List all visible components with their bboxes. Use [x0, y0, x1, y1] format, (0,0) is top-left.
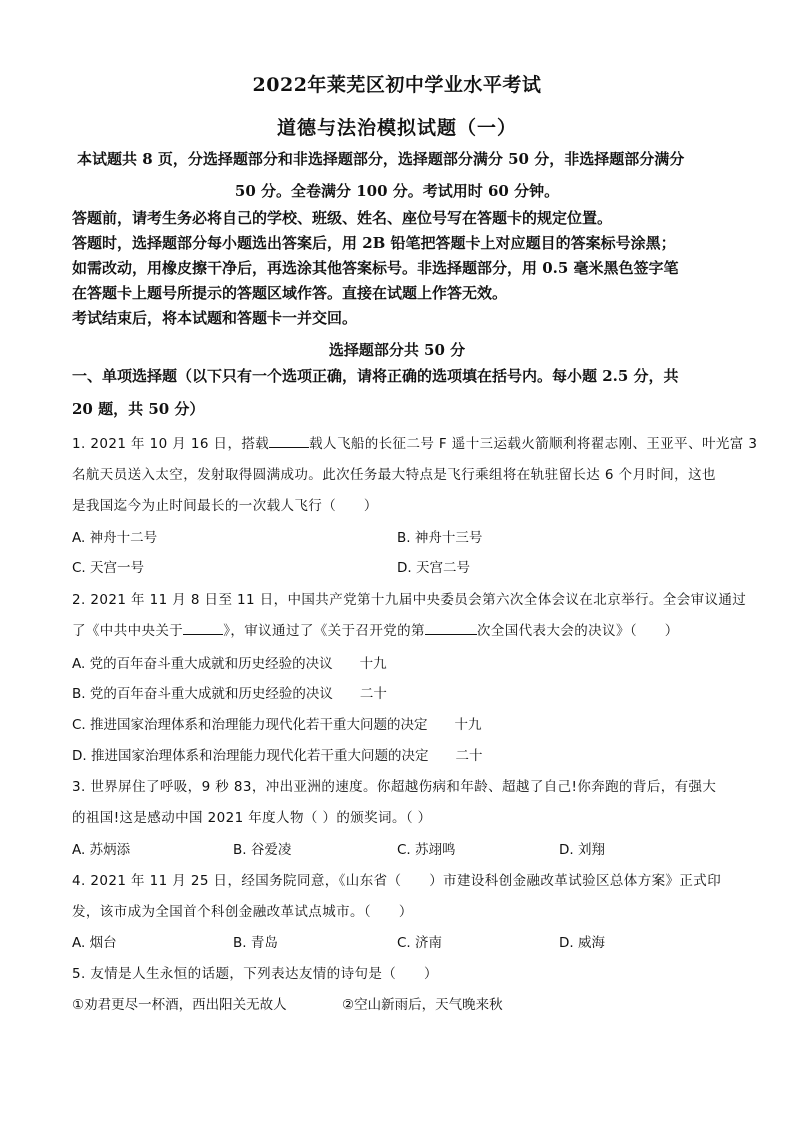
statement-2: ②空山新雨后，天气晚来秋	[342, 997, 503, 1013]
question-2-text: 了《中共中央关于	[72, 623, 184, 639]
option-b: B. 党的百年奋斗重大成就和历史经验的决议 二十	[72, 686, 387, 702]
option-a: A. 苏炳添	[72, 842, 131, 858]
instruction-line: 答题前，请考生务必将自己的学校、班级、姓名、座位号写在答题卡的规定位置。	[72, 209, 613, 227]
instruction-line: 在答题卡上题号所提示的答题区域作答。直接在试题上作答无效。	[72, 284, 508, 302]
question-1-text: 1. 2021 年 10 月 16 日，搭载	[72, 436, 270, 452]
question-4-line: 4. 2021 年 11 月 25 日，经国务院同意，《山东省（ ）市建设科创金融改革试验区总体方案》正式印	[72, 873, 722, 889]
question-2-text: 次全国代表大会的决议》（ ）	[476, 623, 679, 639]
question-1-line: 是我国迄今为止时间最长的一次载人飞行（ ）	[72, 498, 378, 514]
question-2-line	[72, 619, 679, 639]
option-c: C. 天宫一号	[72, 560, 145, 576]
question-1-line	[72, 432, 757, 452]
question-3-line: 3. 世界屏住了呼吸，9 秒 83，冲出亚洲的速度。你超越伤病和年龄、超越了自己!你奔跑的背后，有强大	[72, 779, 717, 795]
instruction-line: 50 分。全卷满分 100 分。考试用时 60 分钟。	[234, 182, 560, 200]
option-c: C. 推进国家治理体系和治理能力现代化若干重大问题的决定 十九	[72, 717, 482, 733]
part-heading: 一、单项选择题（以下只有一个选项正确，请将正确的选项填在括号内。每小题 2.5 分，共	[72, 367, 679, 385]
option-d: D. 威海	[559, 935, 605, 951]
option-b: B. 神舟十三号	[397, 530, 483, 546]
instruction-line: 答题时，选择题部分每小题选出答案后，用 2B 铅笔把答题卡上对应题目的答案标号涂黑；	[72, 234, 676, 252]
section-title: 选择题部分共 50 分	[328, 341, 466, 359]
exam-title: 2022年莱芜区初中学业水平考试	[252, 74, 542, 96]
statement-1: ①劝君更尽一杯酒，西出阳关无故人	[72, 997, 287, 1013]
option-b: B. 青岛	[233, 935, 278, 951]
question-1-text: 载人飞船的长征二号 F 遥十三运载火箭顺利将翟志刚、王亚平、叶光富 3	[309, 436, 758, 452]
part-heading: 20 题，共 50 分）	[72, 400, 205, 418]
question-2-line: 2. 2021 年 11 月 8 日至 11 日，中国共产党第十九届中央委员会第六次全体会议在北京举行。全会审议通过	[72, 592, 747, 608]
question-4-line: 发，该市成为全国首个科创金融改革试点城市。（ ）	[72, 904, 413, 920]
question-2-text: 》，审议通过了《关于召开党的第	[223, 623, 425, 639]
question-5-line: 5. 友情是人生永恒的话题，下列表达友情的诗句是（ ）	[72, 966, 438, 982]
option-a: A. 烟台	[72, 935, 117, 951]
option-d: D. 天宫二号	[397, 560, 470, 576]
option-c: C. 苏翊鸣	[397, 842, 456, 858]
instruction-line: 如需改动，用橡皮擦干净后，再选涂其他答案标号。非选择题部分，用 0.5 毫米黑色签字笔	[72, 259, 679, 277]
answer-blank	[269, 434, 309, 449]
option-d: D. 推进国家治理体系和治理能力现代化若干重大问题的决定 二十	[72, 748, 483, 764]
option-c: C. 济南	[397, 935, 443, 951]
question-3-line: 的祖国!这是感动中国 2021 年度人物（ ）的颁奖词。（ ）	[72, 810, 432, 826]
question-1-line: 名航天员送入太空，发射取得圆满成功。此次任务最大特点是飞行乘组将在轨驻留长达 6 个月时间，这也	[72, 467, 716, 483]
option-a: A. 神舟十二号	[72, 530, 158, 546]
instruction-line: 本试题共 8 页，分选择题部分和非选择题部分，选择题部分满分 50 分，非选择题部分满分	[77, 150, 685, 168]
exam-subtitle: 道德与法治模拟试题（一）	[276, 117, 517, 139]
option-d: D. 刘翔	[559, 842, 605, 858]
option-a: A. 党的百年奋斗重大成就和历史经验的决议 十九	[72, 656, 387, 672]
instruction-line: 考试结束后，将本试题和答题卡一并交回。	[72, 309, 358, 327]
option-b: B. 谷爱凌	[233, 842, 292, 858]
answer-blank	[183, 621, 223, 636]
answer-blank	[425, 621, 477, 636]
